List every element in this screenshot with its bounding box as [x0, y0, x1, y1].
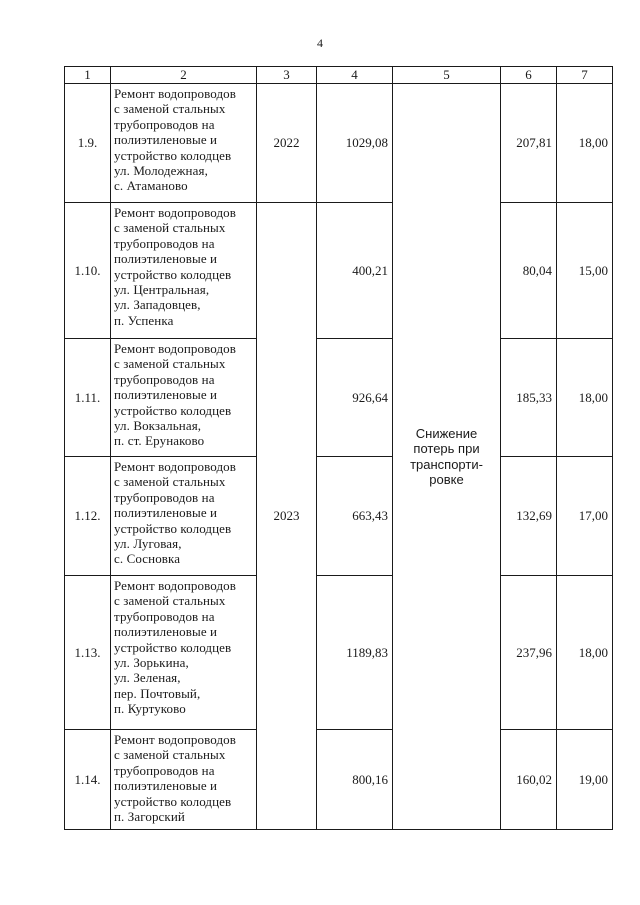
column-header: 1 — [65, 67, 111, 84]
row-number: 1.14. — [65, 730, 111, 830]
row-number: 1.10. — [65, 203, 111, 339]
value-cell: 132,69 — [501, 457, 557, 576]
row-description: Ремонт водопроводов с заменой стальных трубопроводов на полиэтиленовые и устройство колодцев ул. Зорькина, ул. Зеленая, пер. Почтовый, п. Куртуково — [111, 576, 257, 730]
row-number: 1.12. — [65, 457, 111, 576]
column-header: 4 — [317, 67, 393, 84]
column-header: 2 — [111, 67, 257, 84]
data-table — [64, 66, 613, 830]
cost-cell: 663,43 — [317, 457, 393, 576]
cost-cell: 1189,83 — [317, 576, 393, 730]
row-description: Ремонт водопроводов с заменой стальных трубопроводов на полиэтиленовые и устройство колодцев п. Загорский — [111, 730, 257, 830]
cost-cell: 926,64 — [317, 339, 393, 457]
value-cell: 160,02 — [501, 730, 557, 830]
percent-cell: 18,00 — [557, 576, 613, 730]
column-header: 6 — [501, 67, 557, 84]
value-cell: 207,81 — [501, 84, 557, 203]
year-cell: 2023 — [257, 203, 317, 830]
row-description: Ремонт водопроводов с заменой стальных трубопроводов на полиэтиленовые и устройство колодцев ул. Молодежная, с. Атаманово — [111, 84, 257, 203]
value-cell: 185,33 — [501, 339, 557, 457]
percent-cell: 17,00 — [557, 457, 613, 576]
table-row — [65, 457, 613, 576]
column-header: 5 — [393, 67, 501, 84]
row-number: 1.9. — [65, 84, 111, 203]
column-header: 3 — [257, 67, 317, 84]
purpose-cell: Снижение потерь при транспорти-ровке — [393, 84, 501, 830]
percent-cell: 15,00 — [557, 203, 613, 339]
cost-cell: 800,16 — [317, 730, 393, 830]
table-row — [65, 730, 613, 830]
percent-cell: 19,00 — [557, 730, 613, 830]
row-description: Ремонт водопроводов с заменой стальных трубопроводов на полиэтиленовые и устройство колодцев ул. Вокзальная, п. ст. Ерунаково — [111, 339, 257, 457]
value-cell: 80,04 — [501, 203, 557, 339]
cost-cell: 400,21 — [317, 203, 393, 339]
row-number: 1.13. — [65, 576, 111, 730]
row-description: Ремонт водопроводов с заменой стальных трубопроводов на полиэтиленовые и устройство колодцев ул. Центральная, ул. Западовцев, п. Успенка — [111, 203, 257, 339]
column-header: 7 — [557, 67, 613, 84]
table-row — [65, 203, 613, 339]
value-cell: 237,96 — [501, 576, 557, 730]
row-number: 1.11. — [65, 339, 111, 457]
header-row — [65, 67, 613, 84]
table-row — [65, 576, 613, 730]
row-description: Ремонт водопроводов с заменой стальных трубопроводов на полиэтиленовые и устройство колодцев ул. Луговая, с. Сосновка — [111, 457, 257, 576]
table-row — [65, 84, 613, 203]
page-number: 4 — [317, 36, 323, 50]
cost-cell: 1029,08 — [317, 84, 393, 203]
percent-cell: 18,00 — [557, 84, 613, 203]
percent-cell: 18,00 — [557, 339, 613, 457]
year-cell: 2022 — [257, 84, 317, 203]
table-row — [65, 339, 613, 457]
